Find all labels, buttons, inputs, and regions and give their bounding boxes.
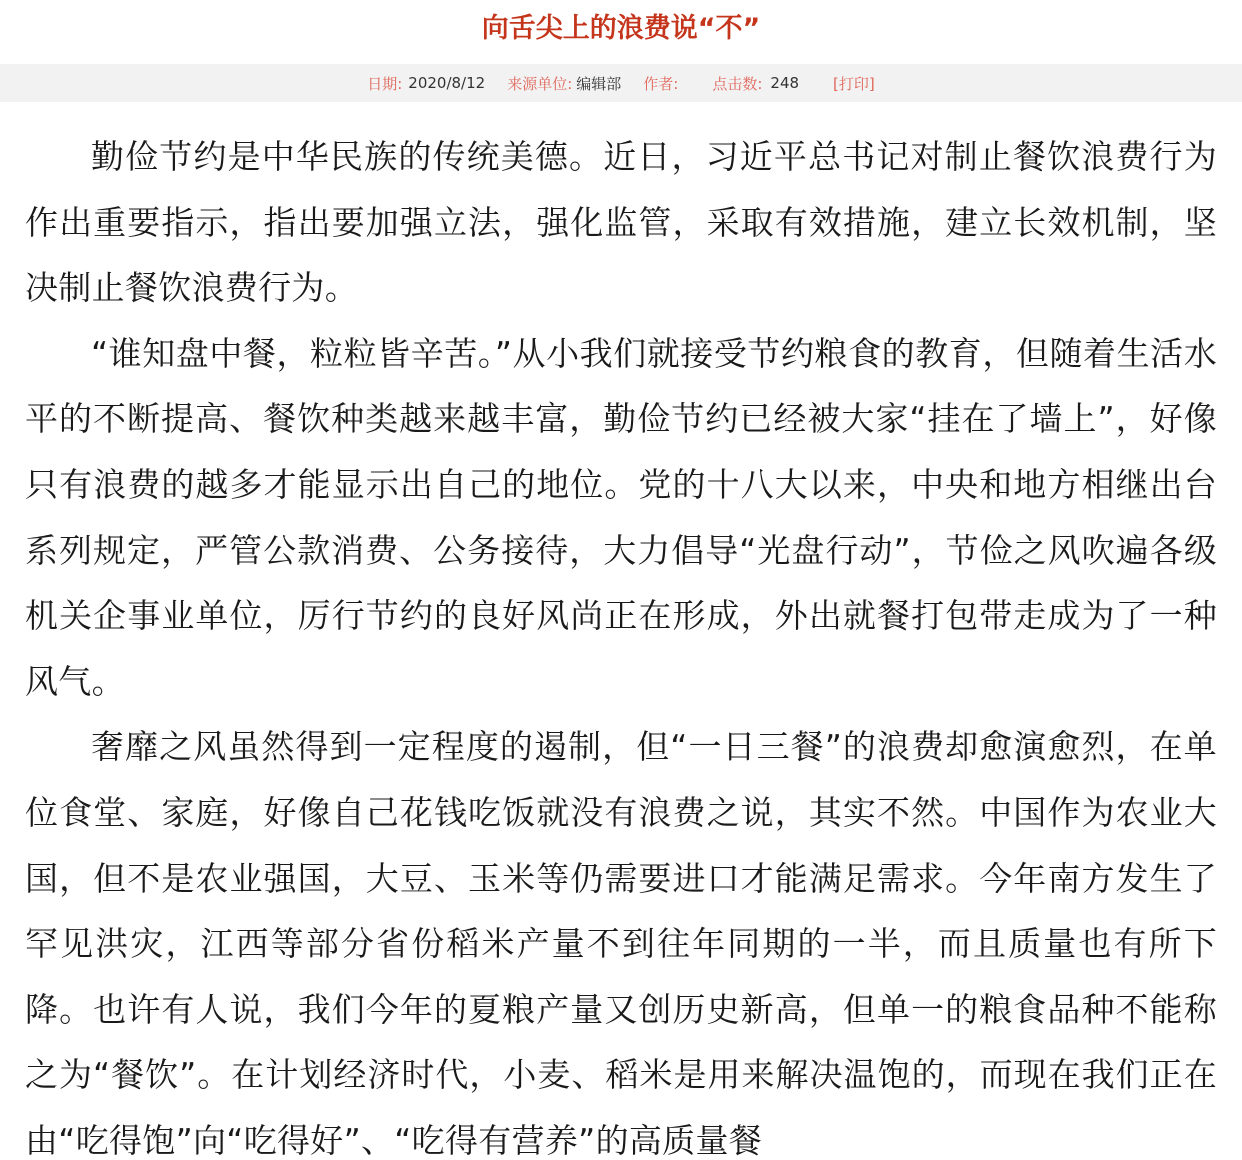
date-value: 2020/8/12 bbox=[408, 74, 486, 92]
article-paragraph: “谁知盘中餐，粒粒皆辛苦。”从小我们就接受节约粮食的教育，但随着生活水平的不断提高、餐饮种类越来越丰富，勤俭节约已经被大家“挂在了墙上”，好像只有浪费的越多才能显示出自己的地位。党的十八大以来，中央和地方相继出台系列规定，严管公款消费、公务接待，大力倡导“光盘行动”，节俭之风吹遍各级机关企事业单位，厉行节约的良好风尚正在形成，外出就餐打包带走成为了一种风气。 bbox=[25, 333, 1217, 701]
clicks-value: 248 bbox=[770, 74, 800, 92]
article-paragraph: 奢靡之风虽然得到一定程度的遏制，但“一日三餐”的浪费却愈演愈烈，在单位食堂、家庭，好像自己花钱吃饭就没有浪费之说，其实不然。中国作为农业大国，但不是农业强国，大豆、玉米等仍需要进口才能满足需求。今年南方发生了罕见洪灾，江西等部分省份稻米产量不到往年同期的一半，而且质量也有所下降。也许有人说，我们今年的夏粮产量又创历史新高，但单一的粮食品种不能称之为“餐饮”。在计划经济时代，小麦、稻米是用来解决温饱的，而现在我们正在由“吃得饱”向“吃得好”、“吃得有营养”的高质量餐 bbox=[25, 727, 1217, 1160]
source-label: 来源单位: bbox=[507, 74, 573, 93]
author-label: 作者: bbox=[643, 74, 679, 93]
source-value: 编辑部 bbox=[576, 74, 622, 93]
print-link[interactable]: [打印] bbox=[833, 74, 875, 93]
clicks-label: 点击数: bbox=[712, 74, 763, 93]
article-paragraph: 勤俭节约是中华民族的传统美德。近日，习近平总书记对制止餐饮浪费行为作出重要指示，指出要加强立法，强化监管，采取有效措施，建立长效机制，坚决制止餐饮浪费行为。 bbox=[25, 137, 1217, 308]
article-meta-bar bbox=[0, 64, 1242, 102]
article-body bbox=[0, 102, 1242, 1160]
date-label: 日期: bbox=[367, 74, 403, 93]
article-title: 向舌尖上的浪费说“不” bbox=[481, 13, 761, 44]
